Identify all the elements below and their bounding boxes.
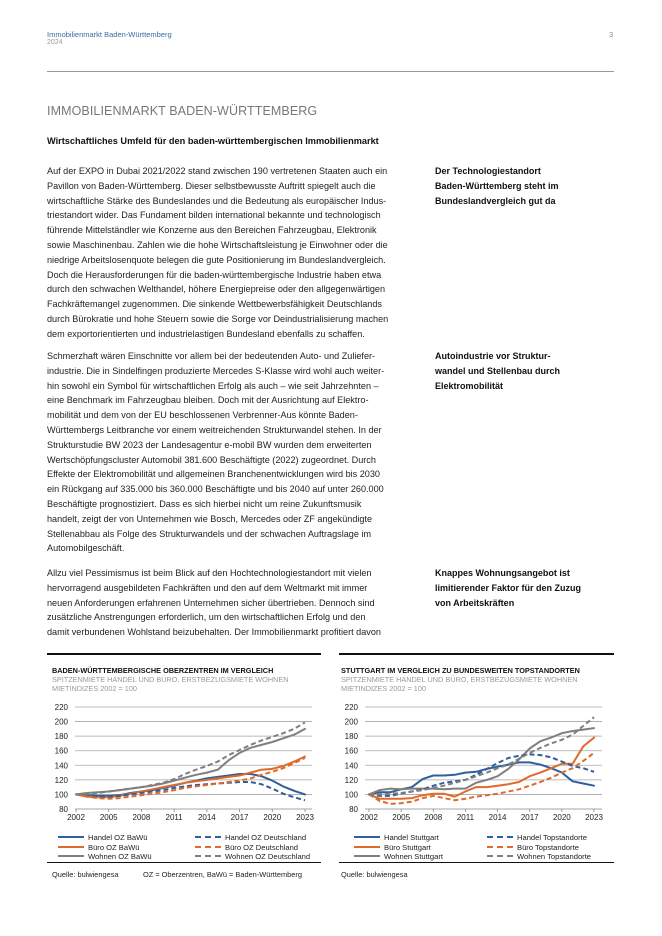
legend-item: Wohnen Stuttgart bbox=[354, 852, 443, 862]
running-header-title: Immobilienmarkt Baden-Württemberg bbox=[47, 30, 172, 39]
text-line: dem exportorientierten und industrielastigen Bundesland ebenfalls zu schaffen. bbox=[47, 328, 365, 339]
subsection-title: Wirtschaftliches Umfeld für den baden-württembergischen Immobilienmarkt bbox=[47, 136, 379, 146]
chart-title: STUTTGART IM VERGLEICH ZU BUNDESWEITEN TOPSTANDORTEN bbox=[341, 666, 580, 675]
x-tick-label: 2005 bbox=[392, 813, 411, 822]
text-line: triestandort wider. Das Fundament bilden international bekannte und technologisch bbox=[47, 210, 381, 221]
x-tick-label: 2002 bbox=[360, 813, 378, 822]
legend-item: Wohnen OZ Deutschland bbox=[195, 852, 310, 862]
text-line: damit verbundenen Wohlstand beizubehalten. Der Immobilienmarkt profitiert davon bbox=[47, 627, 381, 638]
legend-item: Büro Stuttgart bbox=[354, 843, 431, 853]
text-line: Elektromobilität bbox=[435, 380, 504, 391]
y-tick-label: 160 bbox=[344, 746, 358, 756]
text-line: industrie. Die in Sindelfingen produzierte Mercedes S-Klasse wird wohl auch weiter- bbox=[47, 365, 385, 376]
legend-swatch bbox=[354, 836, 380, 838]
legend-item: Wohnen Topstandorte bbox=[487, 852, 591, 862]
text-line: limitierender Faktor für den Zuzug bbox=[435, 582, 582, 593]
x-tick-label: 2020 bbox=[552, 813, 571, 822]
y-tick-label: 180 bbox=[344, 732, 358, 742]
text-line: Württembergs Leitbranche vor einem weitreichenden Strukturwandel stehen. In der bbox=[47, 424, 382, 435]
x-tick-label: 2011 bbox=[456, 813, 475, 822]
y-tick-label: 160 bbox=[54, 746, 68, 756]
x-tick-label: 2014 bbox=[197, 813, 216, 822]
section-title: IMMOBILIENMARKT BADEN-WÜRTTEMBERG bbox=[47, 104, 318, 118]
text-line: wirtschaftliche Stärke des Bundeslandes und die Bedeutung als europäischer Indus- bbox=[47, 195, 387, 206]
legend-item: Büro OZ Deutschland bbox=[195, 843, 298, 853]
series-line bbox=[369, 728, 594, 794]
text-line: niedrige Arbeitslosenquote belegen die gute Positionierung im Bundeslandvergleich. bbox=[47, 254, 386, 265]
legend-swatch bbox=[487, 836, 513, 838]
text-line: Knappes Wohnungsangebot ist bbox=[435, 568, 570, 578]
text-line: führende Mittelständler wie Konzerne aus den Bereichen Fahrzeugbau, Elektronik bbox=[47, 225, 377, 236]
text-line: Doch die Herausforderungen für die baden-württembergische Industrie haben etwa bbox=[47, 269, 382, 280]
x-tick-label: 2008 bbox=[132, 813, 151, 822]
legend-item: Handel Stuttgart bbox=[354, 833, 439, 843]
y-tick-label: 220 bbox=[54, 703, 68, 712]
text-line: Effekte der Elektromobilität und allgemeinen Branchenentwicklungen wird bis 2030 bbox=[47, 469, 380, 480]
text-line: sowie Maschinenbau. Zahlen wie die hohe Wirtschaftsleistung je Einwohner oder die bbox=[47, 239, 388, 250]
x-tick-label: 2023 bbox=[296, 813, 314, 822]
text-line: hin sowohl ein Symbol für wirtschaftlichen Erfolg als auch – wie seit Jahrzehnten – bbox=[47, 380, 379, 391]
series-line bbox=[369, 753, 594, 804]
x-tick-label: 2014 bbox=[488, 813, 507, 822]
y-tick-label: 120 bbox=[54, 775, 68, 785]
text-line: zusätzliche Anstrengungen erforderlich, um den wirtschaftlichen Erfolg und den bbox=[47, 612, 366, 623]
legend-swatch bbox=[487, 846, 513, 848]
chart-footnote: OZ = Oberzentren, BaWü = Baden-Württemberg bbox=[143, 870, 302, 879]
x-tick-label: 2020 bbox=[263, 813, 282, 822]
legend-item: Büro Topstandorte bbox=[487, 843, 579, 853]
text-line: Strukturstudie BW 2023 der Landesagentur e-mobil BW wurden dem erweiterten bbox=[47, 439, 372, 450]
y-tick-label: 100 bbox=[54, 790, 68, 800]
chart-title: BADEN-WÜRTTEMBERGISCHE OBERZENTREN IM VERGLEICH bbox=[52, 666, 274, 675]
page-number: 3 bbox=[609, 30, 614, 39]
legend-swatch bbox=[354, 855, 380, 857]
y-tick-label: 220 bbox=[344, 703, 358, 712]
text-line: Beschäftigte prognostiziert. Dass es sich hierbei nicht um reine Zukunftsmusik bbox=[47, 498, 362, 509]
legend-swatch bbox=[487, 855, 513, 857]
y-tick-label: 200 bbox=[344, 717, 358, 727]
legend-swatch bbox=[354, 846, 380, 848]
x-tick-label: 2008 bbox=[424, 813, 443, 822]
text-line: Wertschöpfungscluster Automobil 381.600 Beschäftigte (2022) zugeordnet. Durch bbox=[47, 454, 376, 465]
text-line: von Arbeitskräften bbox=[435, 597, 515, 608]
chart-subtitle: SPITZENMIETE HANDEL UND BÜRO, ERSTBEZUGSMIETE WOHNEN bbox=[52, 675, 289, 684]
legend-item: Handel Topstandorte bbox=[487, 833, 587, 843]
text-line: durch den schwachen Welthandel, höhere Energiepreise oder den allgegenwärtigen bbox=[47, 284, 386, 295]
y-tick-label: 140 bbox=[344, 761, 358, 771]
text-line: neuen Anforderungen erfahrenen Unternehmen sicher übertrieben. Dennoch sind bbox=[47, 597, 375, 608]
text-line: Allzu viel Pessimismus ist beim Blick auf den Hochtechnologiestandort mit vielen bbox=[47, 568, 372, 578]
series-line bbox=[369, 717, 594, 794]
legend-item: Büro OZ BaWü bbox=[58, 843, 139, 853]
x-tick-label: 2017 bbox=[230, 813, 249, 822]
text-line: Autoindustrie vor Struktur- bbox=[435, 351, 551, 361]
text-line: Pavillon von Baden-Württemberg. Dieser selbstbewusste Auftritt spiegelt auch die bbox=[47, 180, 376, 191]
text-line: ein Rückgang auf 335.000 bis 360.000 Beschäftigte und bis 2040 auf unter 260.000 bbox=[47, 484, 384, 495]
chart-subtitle: SPITZENMIETE HANDEL UND BÜRO, ERSTBEZUGSMIETE WOHNEN bbox=[341, 675, 578, 684]
text-line: Automobilgeschäft. bbox=[47, 543, 125, 554]
y-tick-label: 140 bbox=[54, 761, 68, 771]
x-tick-label: 2005 bbox=[99, 813, 118, 822]
y-tick-label: 100 bbox=[344, 790, 358, 800]
text-line: hervorragend ausgebildeten Fachkräften und den auf dem Weltmarkt mit immer bbox=[47, 582, 368, 593]
x-tick-label: 2023 bbox=[585, 813, 603, 822]
chart-source: Quelle: bulwiengesa bbox=[52, 870, 119, 879]
chart-legend-stuttgart bbox=[354, 833, 624, 863]
x-tick-label: 2002 bbox=[67, 813, 85, 822]
legend-divider bbox=[339, 862, 614, 863]
chart-subtitle-index: MIETINDIZES 2002 = 100 bbox=[52, 684, 137, 693]
legend-item: Wohnen OZ BaWü bbox=[58, 852, 152, 862]
running-header-year: 2024 bbox=[47, 39, 63, 46]
text-line: durch Bürokratie und hohe Steuern sowie die Sorge vor Deindustrialisierung machen bbox=[47, 313, 389, 324]
text-line: Fachkräftemangel zugenommen. Die sinkende Wettbewerbsfähigkeit Deutschlands bbox=[47, 299, 382, 310]
text-line: Baden-Württemberg steht im bbox=[435, 180, 559, 191]
text-line: handelt, zeigt der von Unternehmen wie Bosch, Mercedes oder ZF angekündigte bbox=[47, 513, 373, 524]
y-tick-label: 180 bbox=[54, 732, 68, 742]
x-tick-label: 2017 bbox=[520, 813, 539, 822]
text-line: Schmerzhaft wären Einschnitte vor allem bei der bedeutenden Auto- und Zuliefer- bbox=[47, 351, 376, 361]
text-line: Stellenabbau als Folge des Strukturwandels und der schwachen Auftragslage im bbox=[47, 528, 372, 539]
y-tick-label: 200 bbox=[54, 717, 68, 727]
y-tick-label: 80 bbox=[349, 805, 358, 814]
text-line: Auf der EXPO in Dubai 2021/2022 stand zwischen 190 vertretenen Staaten auch ein bbox=[47, 166, 388, 176]
text-line: Bundeslandvergleich gut da bbox=[435, 195, 556, 206]
chart-subtitle-index: MIETINDIZES 2002 = 100 bbox=[341, 684, 426, 693]
text-line: eine Benchmark im Fahrzeugbau bleiben. Doch mit der Ausrichtung auf Elektro- bbox=[47, 395, 369, 406]
text-line: mobilität und dem von der EU beschlossenen Verbrenner-Aus könnte Baden- bbox=[47, 410, 358, 421]
text-line: Der Technologiestandort bbox=[435, 166, 541, 176]
y-tick-label: 120 bbox=[344, 775, 358, 785]
text-line: wandel und Stellenbau durch bbox=[435, 365, 561, 376]
x-tick-label: 2011 bbox=[165, 813, 183, 822]
legend-item: Handel OZ Deutschland bbox=[195, 833, 306, 843]
legend-item: Handel OZ BaWü bbox=[58, 833, 148, 843]
y-tick-label: 80 bbox=[59, 805, 68, 814]
chart-source: Quelle: bulwiengesa bbox=[341, 870, 408, 879]
